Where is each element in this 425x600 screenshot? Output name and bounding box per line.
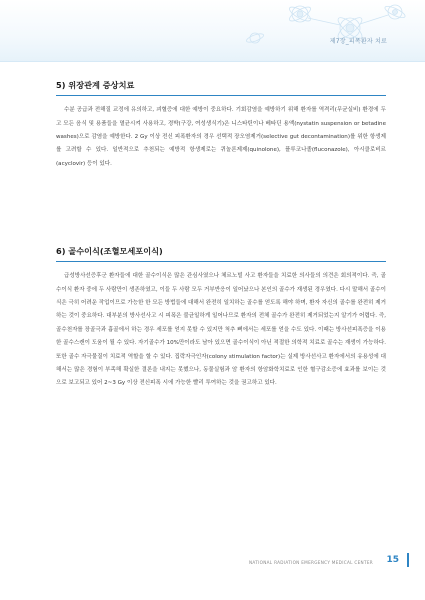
page-edge-tab: [407, 553, 409, 567]
page-header-band: [0, 0, 425, 62]
footer-organization: NATIONAL RADIATION EMERGENCY MEDICAL CENTER: [248, 560, 373, 565]
section-gastrointestinal: [56, 80, 386, 171]
section-title: 5) 위장관계 증상치료: [56, 80, 135, 90]
section-title: 6) 골수이식(조혈모세포이식): [56, 246, 163, 256]
section-body: 수분 공급과 전해질 교정에 유의하고, 괴혈증에 대한 예방이 중요하다. 기회감염을 예방하기 위해 환자를 역격리(무균실비) 환경에 두고 모든 음식 및 용품들을 멸균시켜 사용하고, 경박(구강, 여성생식기)은 니스타틴이나 베타딘 용액(nystatin suspension or betadine washes)으로 감염을 예방한다. 2 Gy 이상 전신 피폭환자의 경우 선택적 장오염제거(selective gut decontamination)를 위한 항생제를 고려할 수 있다. 일반적으로 추천되는 예방적 항생제로는 퀴놀론제제(quinolone), 플루코나졸(fluconazole), 아시클로비르(acyclovir) 등이 있다.: [56, 107, 386, 167]
page-number: 15: [386, 555, 399, 565]
section-bone-marrow-transplant: [56, 246, 386, 391]
chapter-label: 제7장_피폭환자 치료: [329, 38, 387, 45]
section-body: 급성방사선증후군 환자들에 대한 골수이식은 많은 관심사였으나 체르노빌 사고 환자들을 치료한 의사들의 의견은 회의적이다. 즉, 골수이식 환자 중에 두 사람만이 생존하였고, 이들 두 사람 모두 거부반응이 일어났으나 본인의 골수가 재생된 경우였다. 다시 말해서 골수이식은 극히 어려운 작업이므로 가능한 한 모든 방법들에 대해서 완전히 일치하는 골수를 얻도록 해야 하며, 환자 자신의 골수를 완전히 제거하는 것이 중요하다. 대부분의 방사선사고 시 피폭은 불균일하게 일어나므로 환자의 전체 골수가 완전히 제거되었는지 알기가 어렵다. 즉, 골수천자를 장골극과 흉골에서 하는 경우 세포를 얻지 못할 수 있지만 척추 뼈에서는 세포를 얻을 수도 있다. 이때는 방사선피폭증을 이용한 골수스캔이 도움이 될 수 있다. 자기골수가 10%만이라도 남아 있으면 골수이식이 아닌 적절한 의학적 치료로 골수는 재생이 가능하다. 또한 골수 자극물질이 치료적 역할을 할 수 있다. 집락자극인자(colony stimulation factor)는 실제 방사선사고 환자에서의 유용성에 대해서는 많은 경험이 부족해 확실한 결론을 내지는 못했으나, 동물실험과 암 환자의 항암화학치료로 인한 혈구감소증에 효과를 보이는 것으로 보고되고 있어 2~3 Gy 이상 전신피폭 시에 가능한 빨리 투여하는 것을 권고하고 있다.: [56, 273, 386, 387]
section-rule: [56, 95, 386, 96]
section-rule: [56, 261, 386, 262]
molecule-decoration-icon: [0, 0, 425, 62]
header-divider: [0, 61, 425, 62]
